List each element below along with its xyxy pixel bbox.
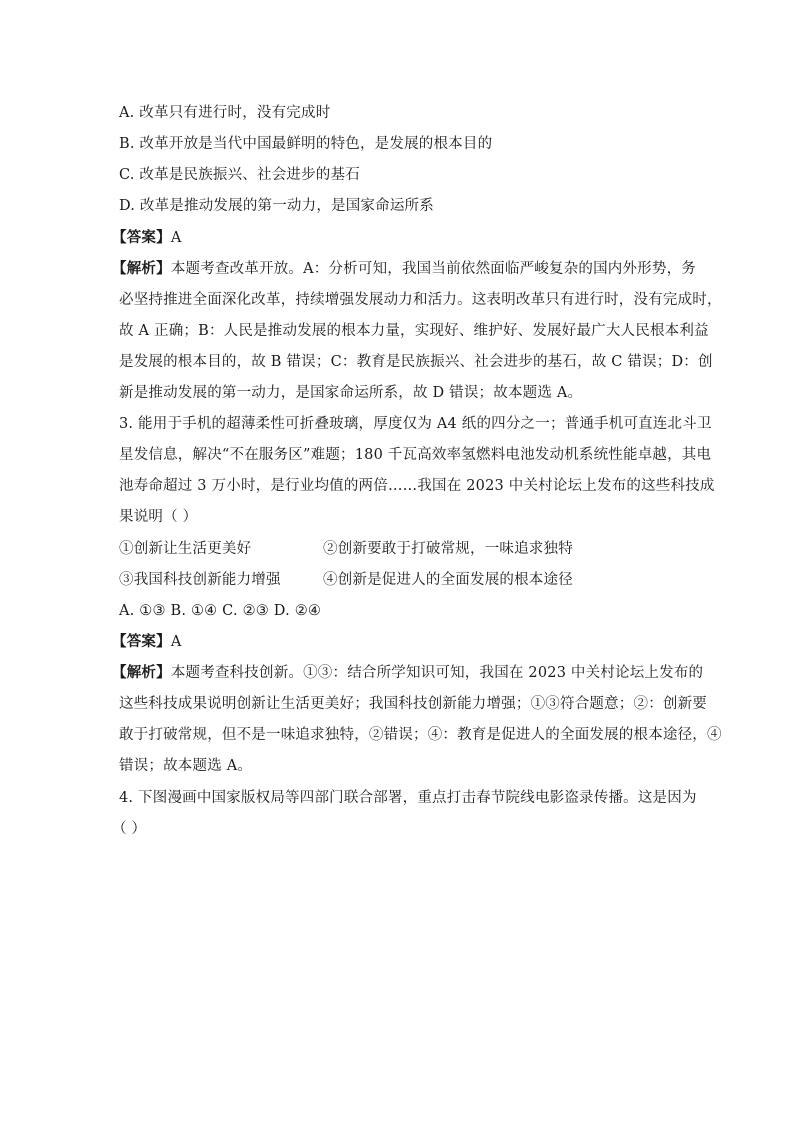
q2-analysis-text-1: 本题考查改革开放。A：分析可知，我国当前依然面临严峻复杂的国内外形势，务	[170, 261, 696, 277]
q3-analysis-text-1: 本题考查科技创新。①③：结合所学知识可知，我国在 2023 中关村论坛上发布的	[170, 665, 704, 681]
q3-analysis-label: 【解析】	[112, 664, 171, 681]
q3-statement-2: ②创新要敢于打破常规，一味追求独特	[323, 541, 573, 557]
q2-answer-label: 【答案】	[112, 229, 171, 246]
q3-answer-value: A	[170, 634, 182, 650]
q2-analysis-line-5: 新是推动发展的第一动力，是国家命运所系，故 D 错误；故本题选 A。	[119, 385, 583, 401]
q2-option-d: D. 改革是推动发展的第一动力，是国家命运所系	[119, 198, 434, 214]
q3-stem-line-1: 3. 能用于手机的超薄柔性可折叠玻璃，厚度仅为 A4 纸的四分之一；普通手机可直连北斗卫	[119, 416, 712, 432]
q2-analysis-label: 【解析】	[112, 260, 171, 277]
q3-stem-line-2: 星发信息，解决“不在服务区”难题；180 千瓦高效率氢燃料电池发动机系统性能卓越，其电	[119, 447, 712, 463]
q3-statement-4: ④创新是促进人的全面发展的根本途径	[323, 572, 573, 588]
q3-statement-1: ①创新让生活更美好	[119, 541, 252, 557]
q2-analysis-line-3: 故 A 正确；B：人民是推动发展的根本力量，实现好、维护好、发展好最广大人民根本利益	[119, 323, 709, 339]
q3-statement-3: ③我国科技创新能力增强	[119, 572, 281, 588]
q3-analysis-line-4: 错误；故本题选 A。	[119, 758, 253, 774]
q2-answer	[112, 228, 181, 248]
q2-option-c: C. 改革是民族振兴、社会进步的基石	[119, 167, 360, 183]
q2-answer-value: A	[170, 230, 182, 246]
q3-analysis-line-2: 这些科技成果说明创新让生活更美好；我国科技创新能力增强；①③符合题意；②：创新要	[119, 696, 707, 712]
q2-analysis-line-2: 必坚持推进全面深化改革，持续增强发展动力和活力。这表明改革只有进行时，没有完成时，	[119, 292, 722, 308]
q3-analysis-line-1	[112, 663, 703, 683]
q3-stem-line-4: 果说明（ ）	[119, 509, 198, 525]
q4-stem-line-2: （ ）	[112, 821, 147, 837]
q2-analysis-line-4: 是发展的根本目的，故 B 错误；C：教育是民族振兴、社会进步的基石，故 C 错误；D：创	[119, 354, 713, 370]
q2-option-a: A. 改革只有进行时，没有完成时	[119, 105, 331, 121]
q3-answer	[112, 632, 181, 652]
q2-option-b: B. 改革开放是当代中国最鲜明的特色，是发展的根本目的	[119, 136, 493, 152]
q3-answer-label: 【答案】	[112, 633, 171, 650]
q3-analysis-line-3: 敢于打破常规，但不是一味追求独特，②错误；④：教育是促进人的全面发展的根本途径，④	[119, 727, 722, 743]
q3-options: A. ①③ B. ①④ C. ②③ D. ②④	[119, 603, 322, 619]
q2-analysis-line-1	[112, 259, 696, 279]
q4-stem-line-1: 4. 下图漫画中国家版权局等四部门联合部署，重点打击春节院线电影盗录传播。这是因为	[119, 790, 697, 806]
q3-stem-line-3: 池寿命超过 3 万小时，是行业均值的两倍……我国在 2023 中关村论坛上发布的这些科技成	[119, 478, 715, 494]
